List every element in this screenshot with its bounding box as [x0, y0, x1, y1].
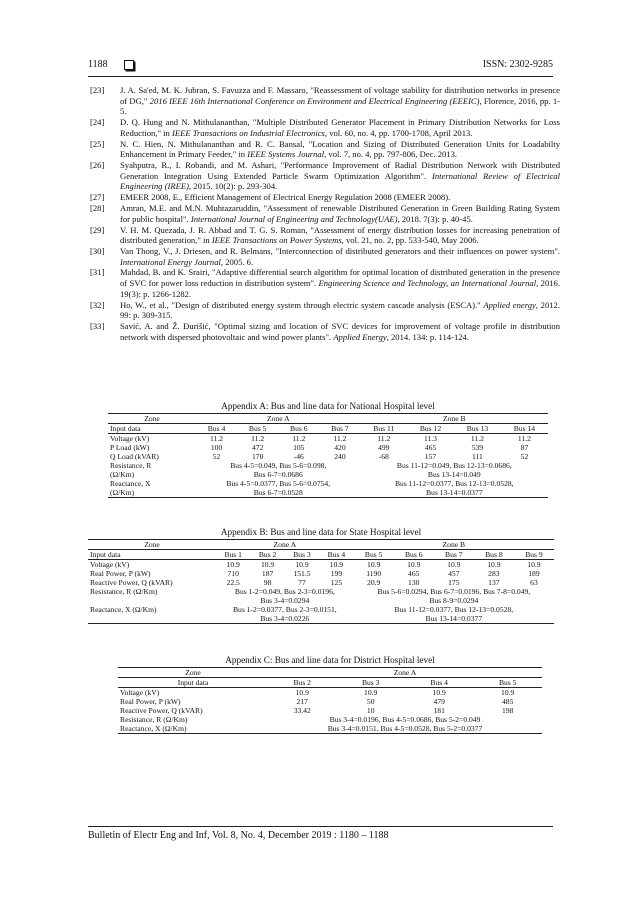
- cell: 22.5: [226, 578, 240, 587]
- row-label: Resistance, R (Ω/Km): [90, 587, 158, 596]
- cell: 10.9: [487, 560, 501, 569]
- bus-header: Bus 11: [361, 424, 407, 434]
- table-row: [118, 697, 542, 706]
- bus-header: Bus 5: [354, 550, 394, 560]
- reference-segment: Amran, M.E. and M.N. Muhtazaruddin, "Assessment of renewable Distributed Generation in Green Building Rating System for public hospital".: [120, 203, 560, 224]
- cell: 10.9: [447, 560, 461, 569]
- table-row: [88, 614, 554, 624]
- table-row: [108, 424, 548, 434]
- input-data-header: Input data: [88, 550, 216, 560]
- reference-text: [120, 267, 560, 299]
- reference-venue: Applied energy: [483, 299, 536, 310]
- reference-number: [29]: [90, 224, 105, 235]
- appendix-b-table: [88, 539, 554, 624]
- bus-header: Bus 12: [407, 424, 454, 434]
- reference-number: [28]: [90, 203, 105, 214]
- table-row: [88, 587, 554, 596]
- table-row: [118, 706, 542, 715]
- cell: 98: [263, 578, 272, 587]
- table-row: [108, 452, 548, 461]
- reference-list: [90, 85, 560, 343]
- reference-venue: International Journal of Engineering and Technology(UAE),: [190, 213, 400, 224]
- bus-header: Bus 2: [268, 678, 336, 688]
- reference-item: [90, 160, 560, 192]
- cell: 10.9: [407, 560, 421, 569]
- cell: 50: [366, 697, 375, 706]
- cell: Bus 11-12=0.049, Bus 12-13=0.0686,: [396, 461, 512, 470]
- table-row: [88, 560, 554, 570]
- reference-item: [90, 321, 560, 342]
- cell: 465: [424, 443, 437, 452]
- reference-segment: , vol. 21, no. 2, pp. 533-540, May 2006.: [341, 235, 479, 246]
- table-row: [88, 569, 554, 578]
- cell: 77: [298, 578, 306, 587]
- zone-header: Zone: [118, 668, 268, 678]
- cell: 187: [261, 569, 274, 578]
- reference-item: [90, 267, 560, 299]
- issn-label: ISSN: 2302-9285: [482, 59, 553, 70]
- row-label: (Ω/Km): [110, 470, 135, 479]
- row-label: Resistance, R: [110, 461, 152, 470]
- cell: 10.9: [527, 560, 541, 569]
- cell: 181: [433, 706, 445, 715]
- reference-segment: , 2014. 134: p. 114-124.: [386, 331, 469, 342]
- cell: 10.9: [329, 560, 344, 569]
- appendix-c-caption: Appendix C: Bus and line data for District Hospital level: [225, 655, 435, 665]
- cell: Bus 13-14=0.0377: [361, 488, 548, 498]
- zone-a-header: Zone A: [196, 414, 361, 424]
- cell: 10.9: [432, 688, 446, 697]
- cell: 20.9: [367, 578, 381, 587]
- reference-segment: Van Thong, V., J. Driesen, and R. Belmans, "Interconnection of distributed generators and their influences on power system".: [120, 245, 560, 256]
- cell: 10.9: [295, 560, 309, 569]
- appendix-b-caption: Appendix B: Bus and line data for State Hospital level: [220, 527, 422, 537]
- reference-segment: Ho, W., et al., "Design of distributed energy system through electric system cascade analysis (ESCA).": [120, 299, 484, 310]
- cell: 465: [408, 569, 420, 578]
- cell: 10.9: [501, 688, 515, 697]
- row-label: Voltage (kV): [120, 688, 160, 697]
- cell: 10.9: [260, 560, 275, 569]
- cell: 33.42: [293, 706, 311, 715]
- cell: Bus 3-4=0.0294: [260, 596, 310, 605]
- cell: 10: [366, 706, 375, 715]
- cell: -46: [293, 452, 304, 461]
- cell: 137: [488, 578, 500, 587]
- appendix-a-caption: Appendix A: Bus and line data for National Hospital level: [221, 401, 435, 411]
- appendix-c-table: [118, 667, 542, 734]
- cell: Bus 3-4=0.0226: [216, 614, 354, 624]
- cell: 10.9: [364, 688, 378, 697]
- cell: 100: [210, 443, 223, 452]
- row-label: Reactive Power, Q (kVAR): [90, 578, 173, 587]
- cell: 472: [251, 443, 264, 452]
- reference-number: [27]: [90, 192, 105, 203]
- appendix-a-table: [108, 413, 548, 498]
- table-row: [118, 668, 542, 678]
- reference-text: [120, 160, 560, 192]
- page-number: 1188: [88, 59, 108, 70]
- reference-venue: IEEE Systems Journal: [247, 149, 325, 160]
- cell: 198: [502, 706, 514, 715]
- reference-venue: Applied Energy: [333, 331, 387, 342]
- reference-segment: , vol. 7, no. 4, pp. 797-806, Dec. 2013.: [324, 149, 458, 160]
- cell: 11.3: [423, 434, 437, 443]
- reference-number: [24]: [90, 117, 105, 128]
- cell: 1190: [366, 569, 382, 578]
- page-header: [88, 58, 553, 72]
- cell: 420: [334, 443, 346, 452]
- cell: 217: [296, 697, 308, 706]
- cell: 199: [330, 569, 343, 578]
- cell: Bus 13-14=0.049: [427, 470, 481, 479]
- reference-venue: IEEE Transactions on Industrial Electronics: [171, 127, 325, 138]
- reference-segment: EMEER 2008, E., Efficient Management of Electrical Energy Regulation 2008 (EMEER 2008).: [120, 192, 451, 203]
- cell: Bus 11-12=0.0377, Bus 12-13=0.0528,: [394, 479, 514, 488]
- cell: Bus 3-4=0.0196, Bus 4-5=0.0686, Bus 5-2=0.049: [329, 715, 481, 724]
- input-data-header: Input data: [118, 678, 268, 688]
- table-row: [118, 688, 542, 698]
- cell: 499: [378, 443, 390, 452]
- reference-item: [90, 300, 560, 321]
- appendix-a: [108, 401, 548, 498]
- bus-header: Bus 4: [196, 424, 237, 434]
- reference-venue: International Energy Journal: [120, 256, 221, 267]
- cell: Bus 11-12=0.0377, Bus 12-13=0.0528,: [394, 605, 514, 614]
- bus-header: Bus 14: [501, 424, 548, 434]
- reference-venue: International Review of Electrical Engineering (IREE): [120, 170, 560, 192]
- cell: 11.2: [333, 434, 347, 443]
- cell: 52: [520, 452, 529, 461]
- row-label: Q Load (kVAR): [110, 452, 159, 461]
- reference-segment: N. C. Hien, N. Mithulananthan and R. C. Bansal, "Location and Sizing of Distributed Generation Units for Loadabilty Enhancement in Primary Feeder," in: [120, 138, 560, 160]
- table-row: [88, 540, 554, 550]
- reference-number: [26]: [90, 160, 105, 171]
- cell: 52: [212, 452, 221, 461]
- footer-rule: [88, 826, 553, 827]
- reference-segment: J. A. Sa'ed, M. K. Jubran, S. Favuzza and F. Massaro, "Reassessment of voltage stability for distribution networks in presence of DG,": [120, 85, 560, 106]
- cell: Bus 3-4=0.0151, Bus 4-5=0.0528, Bus 5-2=0.0377: [268, 724, 542, 734]
- table-row: [108, 479, 548, 488]
- row-label: Real Power, P (kW): [90, 569, 151, 578]
- row-label: Reactance, X: [110, 479, 151, 488]
- table-row: [108, 488, 548, 498]
- checkbox-square-icon: [124, 60, 134, 70]
- reference-text: [120, 192, 560, 203]
- cell: 457: [448, 569, 460, 578]
- table-row: [88, 550, 554, 560]
- cell: 479: [433, 697, 445, 706]
- row-label: P Load (kW): [110, 443, 150, 452]
- cell: 240: [334, 452, 346, 461]
- row-label: Reactance, X (Ω/Km): [90, 605, 157, 614]
- zone-header: Zone: [88, 540, 216, 550]
- zone-b-header: Zone B: [354, 540, 554, 550]
- cell: Bus 5-6=0.0294, Bus 6-7=0.0196, Bus 7-8=0.049,: [377, 587, 531, 596]
- cell: 11.2: [377, 434, 391, 443]
- reference-item: [90, 225, 560, 246]
- cell: 485: [502, 697, 514, 706]
- row-label: Real Power, P (kW): [120, 697, 181, 706]
- cell: 111: [471, 452, 483, 461]
- reference-number: [31]: [90, 267, 105, 278]
- table-row: [118, 724, 542, 734]
- reference-text: [120, 300, 560, 321]
- cell: 63: [530, 578, 538, 587]
- reference-segment: , 2015. 10(2): p. 293-304.: [188, 181, 278, 192]
- reference-text: [120, 85, 560, 117]
- reference-number: [30]: [90, 245, 105, 256]
- reference-number: [32]: [90, 299, 105, 310]
- cell: 151.5: [293, 569, 311, 578]
- cell: 11.2: [292, 434, 306, 443]
- bus-header: Bus 7: [434, 550, 474, 560]
- cell: 11.2: [517, 434, 531, 443]
- page-footer: Bulletin of Electr Eng and Inf, Vol. 8, No. 4, December 2019 : 1180 – 1188: [88, 830, 389, 841]
- appendix-b: [88, 527, 554, 624]
- cell: 710: [227, 569, 239, 578]
- reference-number: [23]: [90, 85, 105, 95]
- cell: 157: [424, 452, 437, 461]
- reference-text: [120, 246, 560, 267]
- table-row: [108, 470, 548, 479]
- table-row: [88, 596, 554, 605]
- cell: Bus 4-5=0.049, Bus 5-6=0.098,: [230, 461, 327, 470]
- reference-number: [25]: [90, 138, 105, 149]
- reference-segment: 2018. 7(3): p. 40-45.: [399, 213, 473, 224]
- cell: 11.2: [210, 434, 224, 443]
- cell: 189: [528, 569, 540, 578]
- row-label: Resistance, R (Ω/Km): [120, 715, 188, 724]
- reference-text: [120, 225, 560, 246]
- cell: 539: [471, 443, 484, 452]
- bus-header: Bus 5: [473, 678, 542, 688]
- bus-header: Bus 3: [336, 678, 404, 688]
- table-row: [108, 461, 548, 470]
- input-data-header: Input data: [108, 424, 196, 434]
- reference-text: [120, 117, 560, 138]
- row-label: Reactive Power, Q (kVAR): [120, 706, 203, 715]
- row-label: Reactance, X (Ω/Km): [118, 724, 268, 734]
- bus-header: Bus 6: [394, 550, 434, 560]
- reference-venue: 2016 IEEE 16th International Conference on Environment and Electrical Engineering (EEEIC): [149, 95, 480, 106]
- reference-segment: Mahdad, B. and K. Srairi, "Adaptive differential search algorithm for optimal location of distributed generation in the presence of SVC for power loss reduction in distribution system".: [120, 267, 560, 289]
- cell: 11.2: [251, 434, 265, 443]
- reference-segment: , Florence, 2016, pp. 1-5.: [120, 95, 560, 117]
- zone-b-header: Zone B: [361, 414, 548, 424]
- cell: 283: [488, 569, 500, 578]
- reference-segment: V. H. M. Quezada, J. R. Abbad and T. G. S. Roman, "Assessment of energy distribution losses for increasing penetration of distributed generation," in: [120, 224, 560, 246]
- cell: Bus 1-2=0.049, Bus 2-3=0.0196,: [234, 587, 335, 596]
- reference-item: [90, 85, 560, 117]
- cell: Bus 6-7=0.0528: [196, 488, 361, 498]
- cell: Bus 4-5=0.0377, Bus 5-6=0.0754,: [226, 479, 331, 488]
- cell: Bus 6-7=0.0686: [253, 470, 303, 479]
- reference-segment: Savić, A. and Ž. Đurišić, "Optimal sizing and location of SVC devices for improvement of voltage profile in distribution network with dispersed photovoltaic and wind power plants".: [120, 321, 560, 342]
- reference-venue: Engineering Science and Technology, an International Journal: [318, 278, 537, 289]
- reference-segment: , vol. 60, no. 4, pp. 1700-1708, April 2013.: [324, 127, 473, 138]
- reference-number: [33]: [90, 321, 105, 332]
- reference-item: [90, 192, 560, 203]
- zone-header: Zone: [108, 414, 196, 424]
- bus-header: Bus 8: [474, 550, 514, 560]
- reference-item: [90, 139, 560, 160]
- cell: 170: [251, 452, 264, 461]
- bus-header: Bus 2: [250, 550, 284, 560]
- bus-header: Bus 4: [319, 550, 353, 560]
- bus-header: Bus 3: [285, 550, 319, 560]
- bus-header: Bus 9: [514, 550, 554, 560]
- reference-venue: IEEE Transactions on Power Systems: [211, 235, 342, 246]
- table-row: [108, 434, 548, 444]
- reference-text: [120, 203, 560, 224]
- zone-a-header: Zone A: [216, 540, 354, 550]
- reference-text: [120, 139, 560, 160]
- zone-a-header: Zone A: [268, 668, 542, 678]
- cell: Bus 8-9=0.0294: [429, 596, 479, 605]
- cell: 10.9: [295, 688, 309, 697]
- bus-header: Bus 5: [237, 424, 278, 434]
- cell: 125: [330, 578, 343, 587]
- reference-segment: , 2012. 99: p. 309-315.: [120, 299, 560, 321]
- cell: 87: [520, 443, 529, 452]
- reference-segment: , 2005. 6.: [220, 256, 254, 267]
- reference-text: [120, 321, 560, 342]
- reference-item: [90, 246, 560, 267]
- table-row: [118, 715, 542, 724]
- row-label: Voltage (kV): [90, 560, 130, 569]
- cell: 11.2: [470, 434, 484, 443]
- cell: 10.9: [367, 560, 381, 569]
- cell: Bus 1-2=0.0377, Bus 2-3=0.0151,: [232, 605, 337, 614]
- reference-segment: Syahputra, R., I. Robandi, and M. Ashari, "Performance Improvement of Radial Distribution Network with Distributed Generation Integration Using Extended Particle Swarm Optimization Algorithm".: [120, 160, 560, 181]
- table-row: [88, 578, 554, 587]
- reference-item: [90, 203, 560, 224]
- cell: 130: [408, 578, 420, 587]
- row-label: (Ω/Km): [108, 488, 196, 498]
- bus-header: Bus 4: [405, 678, 473, 688]
- header-rule: [88, 76, 553, 77]
- cell: 10.9: [226, 560, 240, 569]
- reference-segment: D. Q. Hung and N. Mithulananthan, "Multiple Distributed Generator Placement in Primary Distribution Networks for Loss Reduction," in: [120, 117, 560, 138]
- row-label: Voltage (kV): [110, 434, 150, 443]
- cell: 105: [293, 443, 305, 452]
- bus-header: Bus 7: [319, 424, 360, 434]
- reference-item: [90, 117, 560, 138]
- cell: Bus 13-14=0.0377: [354, 614, 554, 624]
- cell: -68: [378, 452, 389, 461]
- bus-header: Bus 1: [216, 550, 250, 560]
- reference-segment: , 2016. 19(3): p. 1266-1282.: [120, 278, 560, 299]
- appendix-c: [118, 655, 542, 734]
- table-row: [108, 414, 548, 424]
- table-row: [108, 443, 548, 452]
- table-row: [118, 678, 542, 688]
- table-row: [88, 605, 554, 614]
- bus-header: Bus 6: [278, 424, 319, 434]
- bus-header: Bus 13: [454, 424, 501, 434]
- cell: 175: [448, 578, 460, 587]
